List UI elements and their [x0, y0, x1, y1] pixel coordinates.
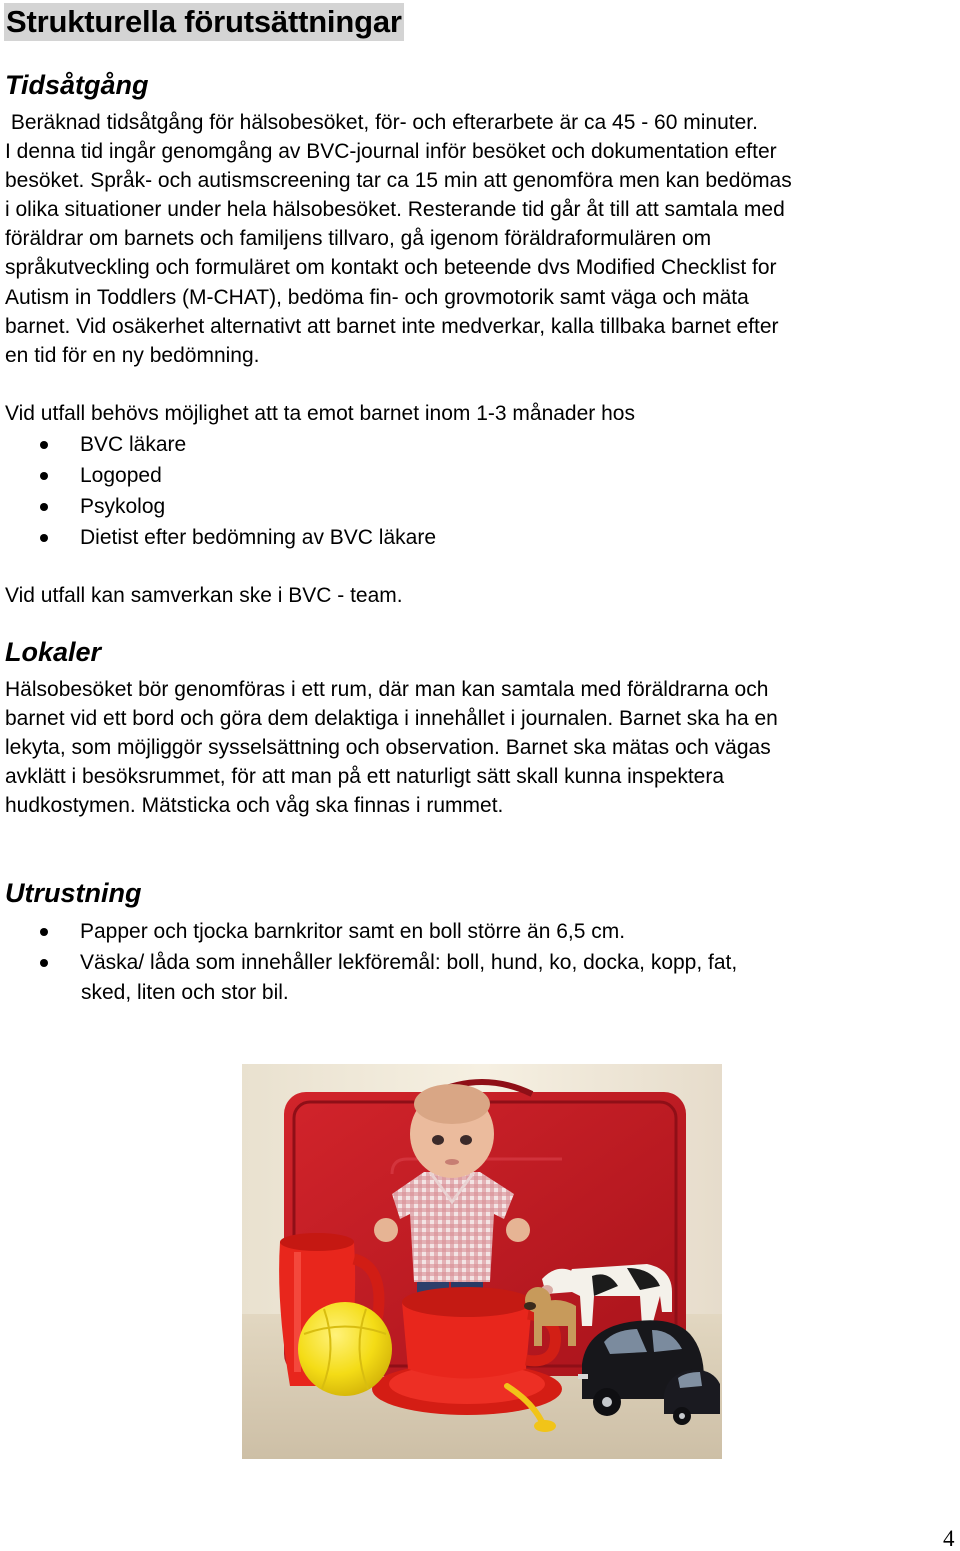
- paragraph-line: avklätt i besöksrummet, för att man på ett naturligt sätt skall kunna inspektera: [5, 765, 725, 789]
- page-number: 4: [943, 1526, 955, 1551]
- list-item: [0, 460, 436, 491]
- equipment-list: [0, 916, 737, 1007]
- list-item-label: Papper och tjocka barnkritor samt en boll större än 6,5 cm.: [80, 920, 626, 943]
- list-item-label: Dietist efter bedömning av BVC läkare: [80, 526, 437, 549]
- bullet-icon: [40, 503, 48, 511]
- paragraph-line: lekyta, som möjliggör sysselsättning och observation. Barnet ska mätas och vägas: [5, 736, 771, 760]
- list-item-label: Psykolog: [80, 495, 166, 518]
- bullet-icon: [40, 959, 48, 967]
- referral-intro: Vid utfall behövs möjlighet att ta emot barnet inom 1-3 månader hos: [5, 402, 635, 425]
- page-title: Strukturella förutsättningar: [6, 4, 402, 39]
- referral-list: [0, 429, 436, 553]
- toy-suitcase-photo: [242, 1064, 722, 1459]
- list-item-label: Logoped: [80, 464, 162, 487]
- section-heading-tidsatgang: Tidsåtgång: [5, 70, 149, 100]
- list-item-label: BVC läkare: [80, 433, 187, 456]
- paragraph-line: barnet vid ett bord och göra dem delaktiga i innehållet i journalen. Barnet ska ha en: [5, 707, 778, 731]
- list-item-label: sked, liten och stor bil.: [81, 981, 289, 1004]
- list-item: [0, 916, 737, 947]
- list-item: [0, 429, 436, 460]
- paragraph-line: I denna tid ingår genomgång av BVC-journal inför besöket och dokumentation efter: [5, 140, 777, 164]
- paragraph-line: i olika situationer under hela hälsobesöket. Resterande tid går åt till att samtala med: [5, 198, 785, 222]
- paragraph-line: Hälsobesöket bör genomföras i ett rum, där man kan samtala med föräldrarna och: [5, 678, 769, 701]
- paragraph-line: besöket. Språk- och autismscreening tar ca 15 min att genomföra men kan bedömas: [5, 169, 792, 193]
- paragraph-line: hudkostymen. Mätsticka och våg ska finnas i rummet.: [5, 794, 504, 818]
- bullet-icon: [40, 441, 48, 449]
- list-item-label: Väska/ låda som innehåller lekföremål: boll, hund, ko, docka, kopp, fat,: [80, 951, 738, 974]
- team-note: Vid utfall kan samverkan ske i BVC - team.: [5, 584, 403, 607]
- paragraph-line: Autism in Toddlers (M-CHAT), bedöma fin- och grovmotorik samt väga och mäta: [5, 285, 749, 309]
- section-heading-lokaler: Lokaler: [5, 637, 102, 667]
- paragraph-line: föräldrar om barnets och familjens tillvaro, gå igenom föräldraformulären om: [5, 227, 712, 251]
- paragraph-line: barnet. Vid osäkerhet alternativt att barnet inte medverkar, kalla tillbaka barnet efter: [5, 314, 779, 338]
- list-item: [0, 491, 436, 522]
- paragraph-line: Beräknad tidsåtgång för hälsobesöket, för- och efterarbete är ca 45 - 60 minuter.: [5, 111, 758, 134]
- premises-paragraph: [5, 675, 955, 820]
- bullet-icon: [40, 534, 48, 542]
- bullet-icon: [40, 472, 48, 480]
- time-paragraph: [5, 108, 955, 370]
- list-item: [0, 522, 436, 553]
- paragraph-line: en tid för en ny bedömning.: [5, 343, 260, 367]
- paragraph-line: språkutveckling och formuläret om kontakt och beteende dvs Modified Checklist for: [5, 256, 777, 280]
- list-item-continuation: [0, 978, 737, 1007]
- list-item: [0, 947, 737, 978]
- section-heading-utrustning: Utrustning: [5, 878, 142, 908]
- bullet-icon: [40, 928, 48, 936]
